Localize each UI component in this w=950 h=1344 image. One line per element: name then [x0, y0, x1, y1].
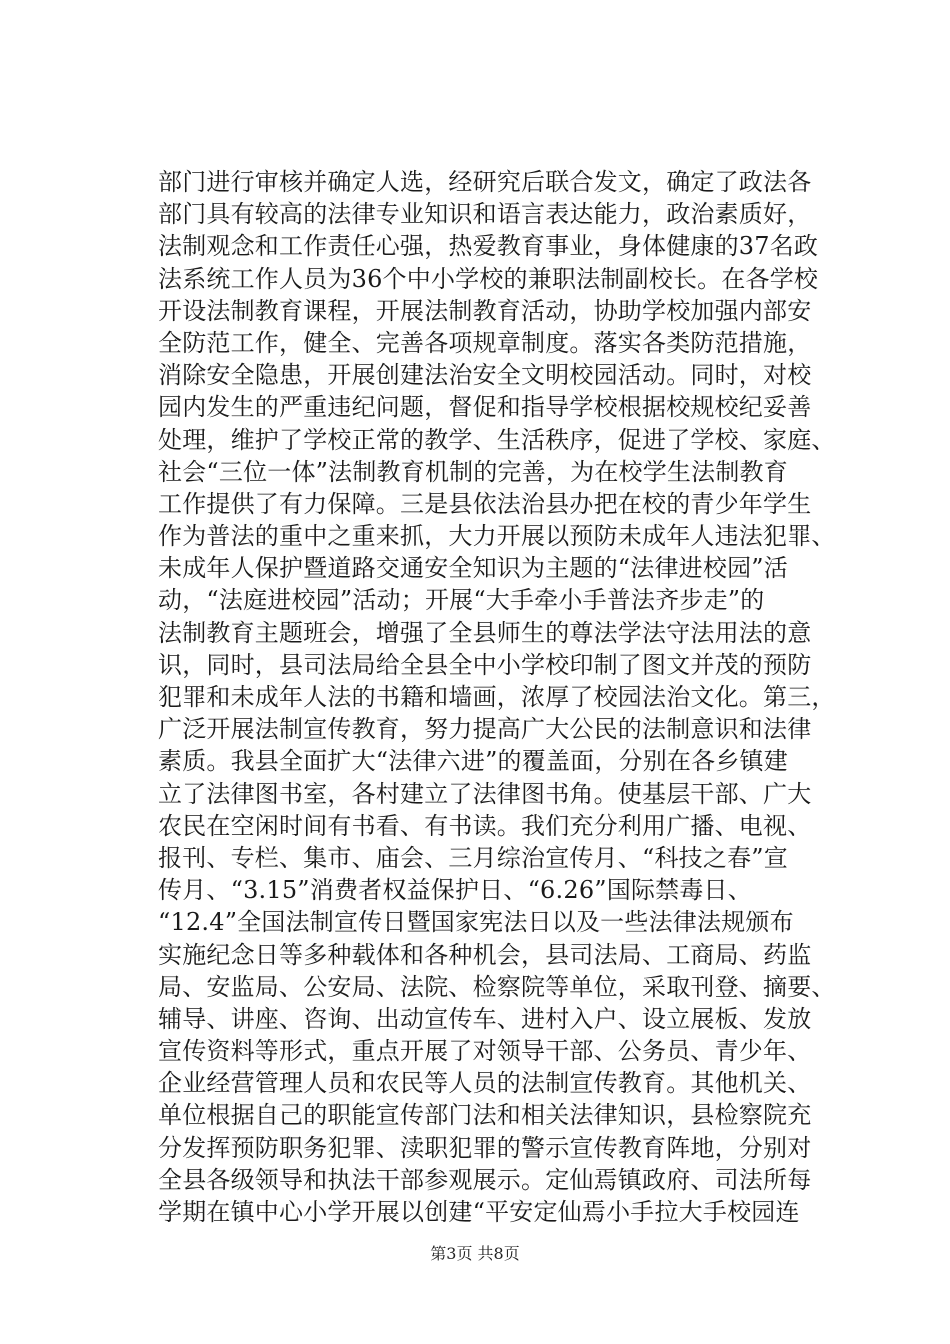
- text-line: 法系统工作人员为36个中小学校的兼职法制副校长。在各学校: [158, 264, 819, 293]
- text-line: 分发挥预防职务犯罪、渎职犯罪的警示宣传教育阵地，分别对: [158, 1133, 812, 1162]
- text-line: 处理，维护了学校正常的教学、生活秩序，促进了学校、家庭、: [158, 425, 836, 454]
- text-line: 单位根据自己的职能宣传部门法和相关法律知识，县检察院充: [158, 1101, 812, 1130]
- text-line: 部门具有较高的法律专业知识和语言表达能力，政治素质好，: [158, 200, 812, 229]
- text-line: 企业经营管理人员和农民等人员的法制宣传教育。其他机关、: [158, 1069, 812, 1098]
- text-line: 工作提供了有力保障。三是县依法治县办把在校的青少年学生: [158, 489, 812, 518]
- text-line: 素质。我县全面扩大“法律六进”的覆盖面，分别在各乡镇建: [158, 747, 788, 776]
- text-line: “12.4”全国法制宣传日暨国家宪法日以及一些法律法规颁布: [158, 908, 794, 937]
- text-line: 宣传资料等形式，重点开展了对领导干部、公务员、青少年、: [158, 1037, 812, 1066]
- text-line: 立了法律图书室，各村建立了法律图书角。使基层干部、广大: [158, 779, 812, 808]
- text-line: 报刊、专栏、集市、庙会、三月综治宣传月、“科技之春”宣: [158, 843, 788, 872]
- text-line: 法制教育主题班会，增强了全县师生的尊法学法守法用法的意: [158, 618, 812, 647]
- text-line: 识，同时，县司法局给全县全中小学校印制了图文并茂的预防: [158, 650, 812, 679]
- text-line: 法制观念和工作责任心强，热爱教育事业，身体健康的37名政: [158, 232, 819, 261]
- text-line: 学期在镇中心小学开展以创建“平安定仙焉小手拉大手校园连: [158, 1198, 800, 1226]
- text-line: 动，“法庭进校园”活动；开展“大手牵小手普法齐步走”的: [158, 586, 765, 615]
- text-line: 部门进行审核并确定人选，经研究后联合发文，确定了政法各: [158, 168, 812, 196]
- text-line: 全防范工作，健全、完善各项规章制度。落实各类防范措施，: [158, 328, 812, 357]
- text-line: 未成年人保护暨道路交通安全知识为主题的“法律进校园”活: [158, 554, 788, 583]
- text-line: 社会“三位一体”法制教育机制的完善，为在校学生法制教育: [158, 457, 788, 486]
- text-line: 消除安全隐患，开展创建法治安全文明校园活动。同时，对校: [158, 361, 812, 390]
- text-line: 园内发生的严重违纪问题，督促和指导学校根据校规校纪妥善: [158, 393, 812, 422]
- text-line: 作为普法的重中之重来抓，大力开展以预防未成年人违法犯罪、: [158, 522, 836, 551]
- text-line: 农民在空闲时间有书看、有书读。我们充分利用广播、电视、: [158, 811, 812, 840]
- text-line: 犯罪和未成年人法的书籍和墙画，浓厚了校园法治文化。第三，: [158, 683, 836, 711]
- text-line: 全县各级领导和执法干部参观展示。定仙焉镇政府、司法所每: [158, 1165, 812, 1194]
- page-footer: 第3页 共8页: [430, 1244, 520, 1263]
- text-line: 开设法制教育课程，开展法制教育活动，协助学校加强内部安: [158, 296, 812, 325]
- text-line: 传月、“3.15”消费者权益保护日、“6.26”国际禁毒日、: [158, 876, 752, 905]
- body-text: [158, 166, 858, 1228]
- text-line: 辅导、讲座、咨询、出动宣传车、进村入户、设立展板、发放: [158, 1004, 812, 1033]
- text-line: 广泛开展法制宣传教育，努力提高广大公民的法制意识和法律: [158, 715, 812, 744]
- text-line: 实施纪念日等多种载体和各种机会，县司法局、工商局、药监: [158, 940, 812, 969]
- text-line: 局、安监局、公安局、法院、检察院等单位，采取刊登、摘要、: [158, 972, 836, 1001]
